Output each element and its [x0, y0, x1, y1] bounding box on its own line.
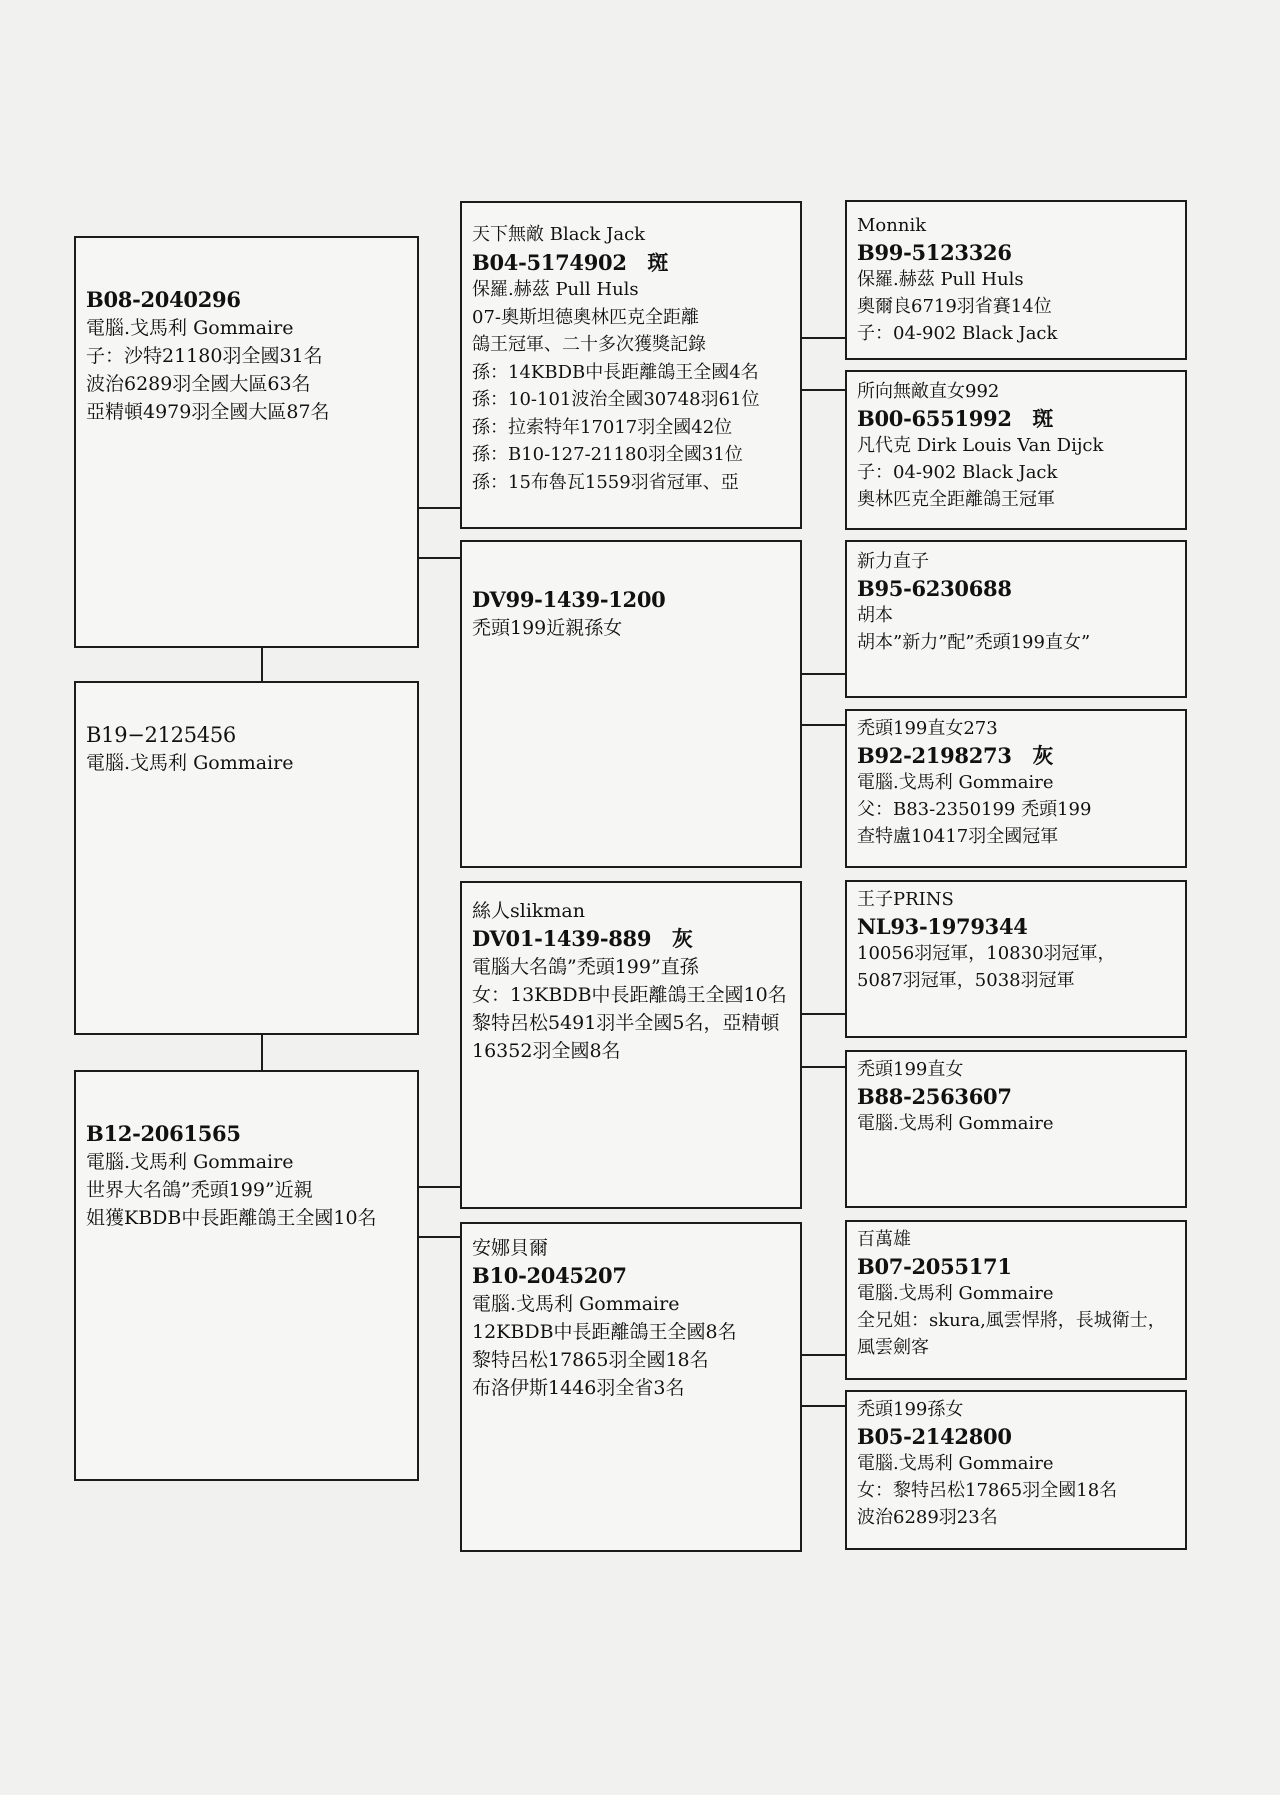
sire-breeder: 電腦.戈馬利 Gommaire [86, 317, 294, 339]
dam-breeder: 電腦.戈馬利 Gommaire [86, 1151, 294, 1173]
sire-dam-note: 禿頭199近親孫女 [472, 617, 623, 639]
sire-sire-note: 孫：10-101波治全國30748羽61位 [472, 389, 760, 410]
dd-sire-breeder: 電腦.戈馬利 Gommaire [857, 1283, 1054, 1304]
sire-dam-ring-number: DV99-1439-1200 [472, 587, 666, 612]
dam-ring-number: B12-2061565 [86, 1121, 241, 1146]
subject-box [74, 681, 419, 1035]
sire-sire-breeder: 保羅.赫茲 Pull Huls [472, 279, 639, 300]
sd-sire-breeder: 胡本 [857, 605, 893, 626]
ss-sire-breeder: 保羅.赫茲 Pull Huls [857, 269, 1024, 290]
sd-dam-note: 查特盧10417羽全國冠軍 [857, 826, 1059, 847]
ss-dam-box [845, 370, 1187, 530]
dam-dam-ring-number: B10-2045207 [472, 1263, 627, 1288]
dam-note: 姐獲KBDB中長距離鴿王全國10名 [86, 1207, 377, 1229]
sire-sire-note: 孫：15布魯瓦1559羽省冠軍、亞 [472, 471, 739, 493]
sire-note: 亞精頓4979羽全國大區87名 [86, 401, 330, 423]
ds-dam-breeder: 電腦.戈馬利 Gommaire [857, 1113, 1054, 1134]
dam-box [74, 1070, 419, 1481]
ss-dam-breeder: 凡代克 Dirk Louis Van Dijck [857, 435, 1104, 456]
subject-ring-number: B19−2125456 [86, 723, 236, 747]
dam-dam-note: 布洛伊斯1446羽全省3名 [472, 1377, 685, 1399]
sire-sire-note: 孫：14KBDB中長距離鴿王全國4名 [472, 361, 759, 383]
sd-sire-box [845, 540, 1187, 698]
dam-sire-note: 女：13KBDB中長距離鴿王全國10名 [472, 984, 787, 1006]
ss-sire-box [845, 200, 1187, 360]
dd-sire-name: 百萬雄 [857, 1229, 911, 1250]
ds-sire-ring-number: NL93-1979344 [857, 914, 1028, 939]
dam-dam-box [460, 1222, 802, 1552]
sd-sire-ring-number: B95-6230688 [857, 576, 1012, 601]
sd-dam-ring-number: B92-2198273 灰 [857, 743, 1054, 768]
sd-dam-note: 父：B83-2350199 禿頭199 [857, 799, 1092, 820]
ds-dam-box [845, 1050, 1187, 1208]
ds-sire-note: 5087羽冠軍，5038羽冠軍 [857, 970, 1075, 991]
dam-dam-note: 12KBDB中長距離鴿王全國8名 [472, 1321, 737, 1343]
dd-dam-note: 波治6289羽23名 [857, 1507, 998, 1528]
dam-dam-note: 黎特呂松17865羽全國18名 [472, 1349, 709, 1371]
dd-dam-name: 禿頭199孫女 [857, 1399, 964, 1420]
sd-dam-name: 禿頭199直女273 [857, 718, 998, 739]
ds-dam-ring-number: B88-2563607 [857, 1084, 1012, 1109]
dam-sire-ring-number: DV01-1439-889 灰 [472, 926, 693, 951]
sire-box [74, 236, 419, 648]
subject-breeder: 電腦.戈馬利 Gommaire [86, 752, 294, 774]
ss-dam-note: 子：04-902 Black Jack [857, 462, 1058, 483]
dd-dam-box [845, 1390, 1187, 1550]
sd-sire-note: 胡本”新力”配”禿頭199直女” [857, 632, 1091, 653]
ss-sire-name: Monnik [857, 215, 927, 236]
sd-dam-breeder: 電腦.戈馬利 Gommaire [857, 772, 1054, 793]
dam-sire-box [460, 881, 802, 1209]
dam-dam-name: 安娜貝爾 [472, 1237, 549, 1259]
sire-ring-number: B08-2040296 [86, 287, 241, 312]
dam-dam-breeder: 電腦.戈馬利 Gommaire [472, 1293, 680, 1315]
sire-sire-note: 鴿王冠軍、二十多次獲獎記錄 [472, 334, 706, 355]
dam-sire-note: 黎特呂松5491羽半全國5名，亞精頓16352羽全國8名 [472, 1012, 780, 1062]
sire-note: 波治6289羽全國大區63名 [86, 373, 311, 395]
dam-sire-name: 絲人slikman [472, 900, 585, 922]
sd-sire-name: 新力直子 [857, 551, 929, 572]
dd-dam-breeder: 電腦.戈馬利 Gommaire [857, 1453, 1054, 1474]
dam-sire-note: 電腦大名鴿”禿頭199”直孫 [472, 956, 699, 978]
dd-dam-ring-number: B05-2142800 [857, 1424, 1012, 1449]
ss-dam-ring-number: B00-6551992 斑 [857, 406, 1054, 431]
sire-sire-note: 07-奧斯坦德奧林匹克全距離 [472, 306, 699, 328]
sire-sire-note: 孫：B10-127-21180羽全國31位 [472, 444, 743, 465]
ds-dam-name: 禿頭199直女 [857, 1059, 964, 1080]
sire-sire-box [460, 201, 802, 529]
dd-sire-note: 全兄姐：skura,風雲悍將，長城衛士，風雲劍客 [857, 1310, 1166, 1358]
ss-sire-ring-number: B99-5123326 [857, 240, 1012, 265]
ds-sire-name: 王子PRINS [857, 889, 954, 910]
sire-dam-box [460, 540, 802, 868]
dam-note: 世界大名鴿”禿頭199”近親 [86, 1179, 313, 1201]
ds-sire-note: 10056羽冠軍，10830羽冠軍， [857, 943, 1116, 964]
sire-sire-note: 孫：拉索特年17017羽全國42位 [472, 416, 733, 438]
ss-sire-note: 奧爾良6719羽省賽14位 [857, 296, 1052, 317]
ds-sire-box [845, 880, 1187, 1038]
dd-sire-ring-number: B07-2055171 [857, 1254, 1012, 1279]
sire-sire-name: 天下無敵 Black Jack [472, 224, 646, 245]
sire-note: 子：沙特21180羽全國31名 [86, 345, 323, 367]
sd-dam-box [845, 709, 1187, 868]
dd-dam-note: 女：黎特呂松17865羽全國18名 [857, 1480, 1118, 1501]
ss-dam-note: 奧林匹克全距離鴿王冠軍 [857, 489, 1055, 510]
dd-sire-box [845, 1220, 1187, 1380]
sire-sire-ring-number: B04-5174902 斑 [472, 249, 669, 275]
ss-dam-name: 所向無敵直女992 [857, 381, 1000, 402]
ss-sire-note: 子：04-902 Black Jack [857, 323, 1058, 344]
